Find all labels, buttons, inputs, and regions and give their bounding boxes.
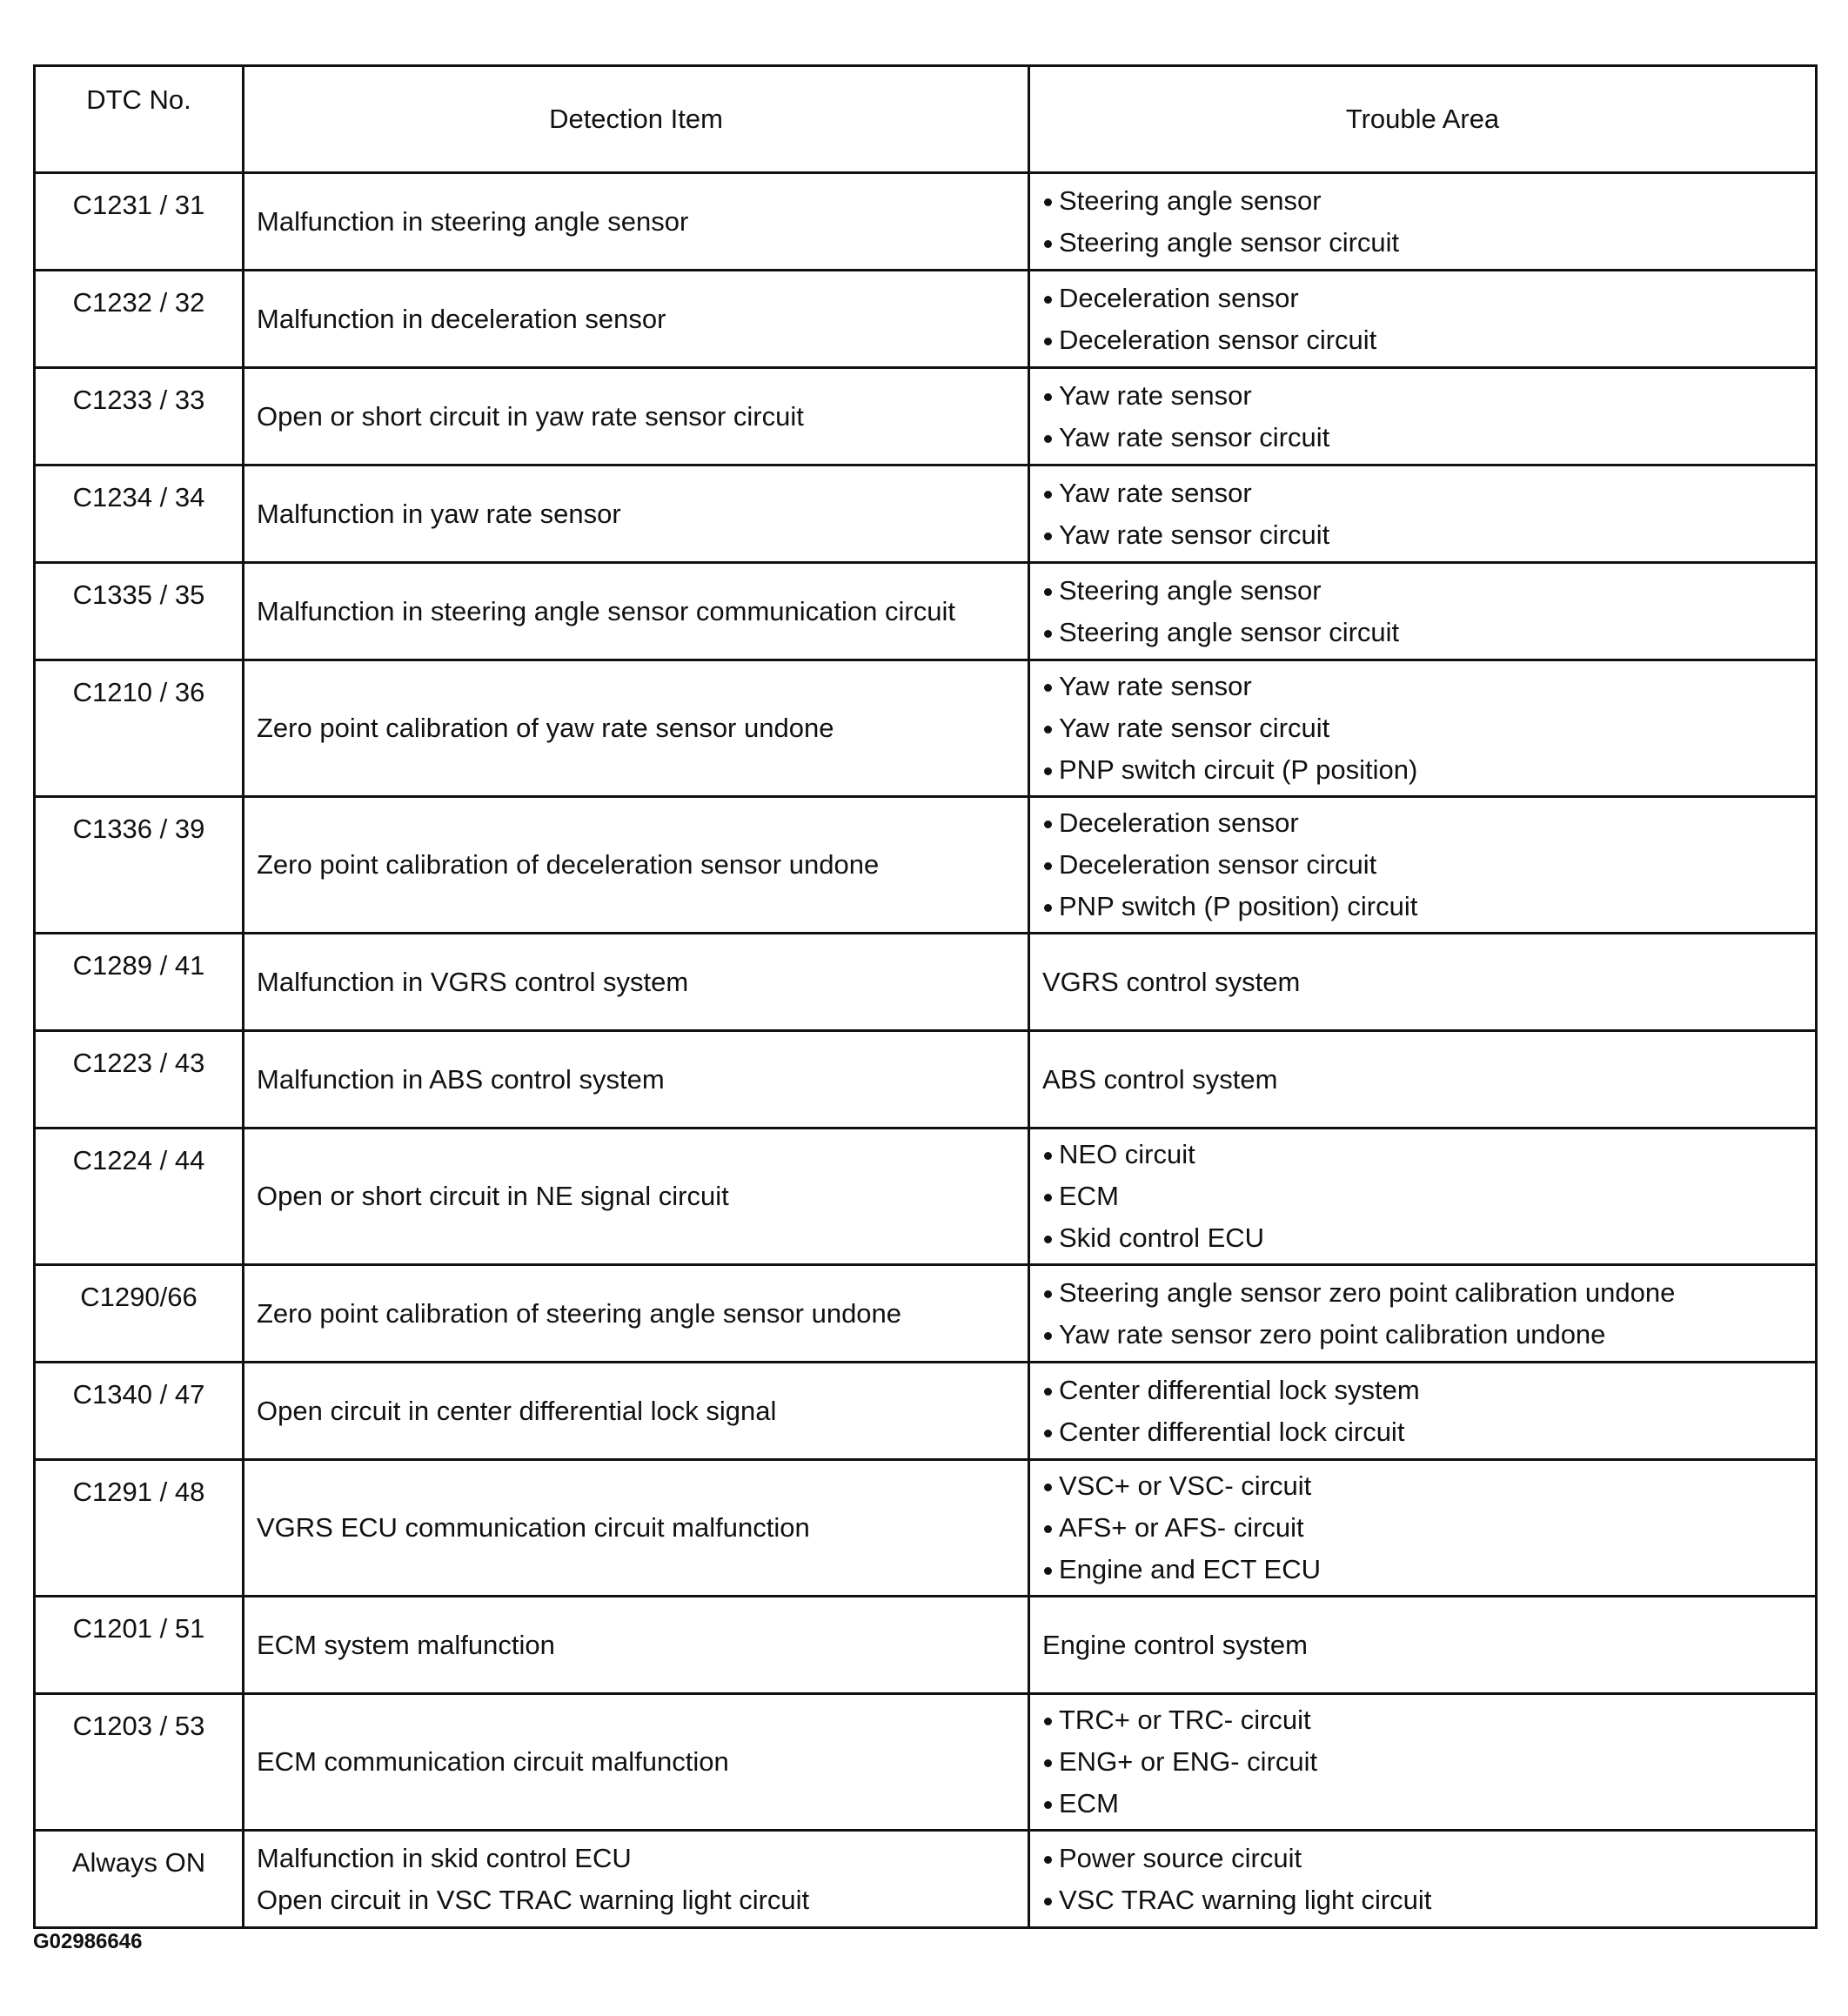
detection-item-text: Open or short circuit in yaw rate sensor circuit — [257, 400, 804, 432]
detection-item-cell — [244, 934, 1029, 1031]
trouble-area-item: Steering angle sensor circuit — [1042, 612, 1806, 653]
detection-item-text: Malfunction in ABS control system — [257, 1063, 665, 1095]
detection-item-cell — [244, 1597, 1029, 1694]
dtc-code-cell: C1233 / 33 — [35, 368, 244, 465]
trouble-area-item: ENG+ or ENG- circuit — [1042, 1741, 1806, 1783]
dtc-code-cell: C1291 / 48 — [35, 1460, 244, 1597]
header-row — [35, 66, 1817, 173]
dtc-code-cell: C1203 / 53 — [35, 1694, 244, 1831]
trouble-area-item: NEO circuit — [1042, 1134, 1806, 1175]
trouble-area-item: Steering angle sensor — [1042, 570, 1806, 612]
trouble-area-list — [1042, 278, 1806, 361]
trouble-area-cell — [1029, 660, 1817, 797]
detection-item-cell — [244, 1831, 1029, 1928]
trouble-area-item: Center differential lock system — [1042, 1370, 1806, 1411]
detection-item-text: ECM system malfunction — [257, 1629, 555, 1660]
table-body — [35, 173, 1817, 1928]
detection-item-cell — [244, 271, 1029, 368]
trouble-area-text: Engine control system — [1042, 1629, 1308, 1660]
table-row — [35, 271, 1817, 368]
dtc-code-cell: C1210 / 36 — [35, 660, 244, 797]
trouble-area-list — [1042, 1465, 1806, 1591]
trouble-area-cell — [1029, 934, 1817, 1031]
detection-item-cell — [244, 465, 1029, 563]
trouble-area-cell — [1029, 1031, 1817, 1129]
table-row — [35, 1597, 1817, 1694]
detection-item-text: Malfunction in VGRS control system — [257, 966, 689, 997]
header-trouble-area: Trouble Area — [1029, 66, 1817, 173]
trouble-area-item: TRC+ or TRC- circuit — [1042, 1699, 1806, 1741]
detection-item-text: Malfunction in yaw rate sensor — [257, 498, 621, 529]
trouble-area-cell — [1029, 368, 1817, 465]
dtc-code-cell: Always ON — [35, 1831, 244, 1928]
table-row — [35, 934, 1817, 1031]
dtc-code-cell: C1290/66 — [35, 1265, 244, 1363]
dtc-code-cell: C1232 / 32 — [35, 271, 244, 368]
trouble-area-list — [1042, 666, 1806, 791]
trouble-area-item: Skid control ECU — [1042, 1217, 1806, 1259]
trouble-area-cell — [1029, 1265, 1817, 1363]
trouble-area-item: Steering angle sensor circuit — [1042, 222, 1806, 264]
detection-item-cell — [244, 1031, 1029, 1129]
trouble-area-item: Deceleration sensor — [1042, 278, 1806, 319]
trouble-area-item: Center differential lock circuit — [1042, 1411, 1806, 1453]
table-row — [35, 1265, 1817, 1363]
trouble-area-item: Deceleration sensor — [1042, 802, 1806, 844]
dtc-code-cell: C1223 / 43 — [35, 1031, 244, 1129]
trouble-area-item: ECM — [1042, 1175, 1806, 1217]
trouble-area-list — [1042, 180, 1806, 264]
dtc-code-cell: C1201 / 51 — [35, 1597, 244, 1694]
trouble-area-list — [1042, 570, 1806, 653]
trouble-area-list — [1042, 802, 1806, 928]
trouble-area-cell — [1029, 1129, 1817, 1265]
detection-item-text: Zero point calibration of deceleration sensor undone — [257, 849, 880, 880]
detection-item-cell — [244, 1460, 1029, 1597]
trouble-area-item: Deceleration sensor circuit — [1042, 844, 1806, 886]
detection-item-text: Open circuit in VSC TRAC warning light circuit — [257, 1884, 810, 1915]
trouble-area-list — [1042, 1272, 1806, 1356]
trouble-area-item: Steering angle sensor zero point calibration undone — [1042, 1272, 1806, 1314]
detection-item-cell — [244, 797, 1029, 934]
trouble-area-item: ECM — [1042, 1783, 1806, 1825]
table-row — [35, 1129, 1817, 1265]
trouble-area-cell — [1029, 271, 1817, 368]
trouble-area-cell — [1029, 173, 1817, 271]
dtc-code-cell: C1234 / 34 — [35, 465, 244, 563]
table-row — [35, 1460, 1817, 1597]
trouble-area-cell — [1029, 1694, 1817, 1831]
trouble-area-cell — [1029, 1460, 1817, 1597]
detection-item-text: Zero point calibration of steering angle sensor undone — [257, 1297, 902, 1329]
table-row — [35, 1031, 1817, 1129]
trouble-area-cell — [1029, 1597, 1817, 1694]
detection-item-text: Open or short circuit in NE signal circuit — [257, 1181, 729, 1211]
trouble-area-item: AFS+ or AFS- circuit — [1042, 1507, 1806, 1549]
trouble-area-item: Yaw rate sensor circuit — [1042, 514, 1806, 556]
table-header — [35, 66, 1817, 173]
trouble-area-item: VSC TRAC warning light circuit — [1042, 1879, 1806, 1921]
detection-item-cell — [244, 660, 1029, 797]
table-row — [35, 1831, 1817, 1928]
table-row — [35, 368, 1817, 465]
detection-item-text: VGRS ECU communication circuit malfunction — [257, 1512, 810, 1543]
trouble-area-cell — [1029, 1363, 1817, 1460]
trouble-area-item: PNP switch (P position) circuit — [1042, 886, 1806, 928]
table-row — [35, 173, 1817, 271]
trouble-area-cell — [1029, 563, 1817, 660]
detection-item-cell — [244, 1265, 1029, 1363]
table-row — [35, 1363, 1817, 1460]
table-row — [35, 563, 1817, 660]
dtc-code-cell: C1335 / 35 — [35, 563, 244, 660]
trouble-area-item: Power source circuit — [1042, 1838, 1806, 1879]
detection-item-cell — [244, 1694, 1029, 1831]
trouble-area-cell — [1029, 1831, 1817, 1928]
trouble-area-item: Yaw rate sensor — [1042, 666, 1806, 707]
dtc-code-cell: C1224 / 44 — [35, 1129, 244, 1265]
table-row — [35, 660, 1817, 797]
trouble-area-list — [1042, 1838, 1806, 1921]
detection-item-text: Malfunction in deceleration sensor — [257, 303, 666, 334]
trouble-area-item: Engine and ECT ECU — [1042, 1549, 1806, 1591]
detection-item-cell — [244, 173, 1029, 271]
trouble-area-text: ABS control system — [1042, 1063, 1278, 1095]
dtc-table — [33, 64, 1818, 1929]
table-row — [35, 797, 1817, 934]
detection-item-text: Open circuit in center differential lock signal — [257, 1395, 777, 1426]
table-row — [35, 1694, 1817, 1831]
detection-item-text: Malfunction in steering angle sensor — [257, 205, 689, 237]
trouble-area-item: Yaw rate sensor circuit — [1042, 707, 1806, 749]
trouble-area-item: VSC+ or VSC- circuit — [1042, 1465, 1806, 1507]
detection-item-cell — [244, 1129, 1029, 1265]
detection-item-cell — [244, 563, 1029, 660]
trouble-area-item: PNP switch circuit (P position) — [1042, 749, 1806, 791]
trouble-area-list — [1042, 375, 1806, 459]
detection-item-text: Malfunction in skid control ECU — [257, 1842, 632, 1873]
detection-item-cell — [244, 1363, 1029, 1460]
trouble-area-cell — [1029, 797, 1817, 934]
detection-item-text: ECM communication circuit malfunction — [257, 1746, 729, 1777]
trouble-area-item: Yaw rate sensor zero point calibration undone — [1042, 1314, 1806, 1356]
figure-id: G02986646 — [33, 1930, 143, 1953]
detection-item-text: Zero point calibration of yaw rate sensor undone — [257, 713, 834, 743]
trouble-area-item: Yaw rate sensor circuit — [1042, 417, 1806, 459]
trouble-area-item: Deceleration sensor circuit — [1042, 319, 1806, 361]
trouble-area-cell — [1029, 465, 1817, 563]
detection-item-cell — [244, 368, 1029, 465]
trouble-area-item: Yaw rate sensor — [1042, 375, 1806, 417]
dtc-code-cell: C1289 / 41 — [35, 934, 244, 1031]
table-row — [35, 465, 1817, 563]
header-dtc-no: DTC No. — [35, 66, 244, 173]
dtc-code-cell: C1336 / 39 — [35, 797, 244, 934]
trouble-area-list — [1042, 1699, 1806, 1825]
dtc-code-cell: C1231 / 31 — [35, 173, 244, 271]
trouble-area-list — [1042, 472, 1806, 556]
trouble-area-item: Steering angle sensor — [1042, 180, 1806, 222]
trouble-area-item: Yaw rate sensor — [1042, 472, 1806, 514]
trouble-area-list — [1042, 1370, 1806, 1453]
detection-item-text: Malfunction in steering angle sensor communication circuit — [257, 595, 955, 626]
header-detection-item: Detection Item — [244, 66, 1029, 173]
trouble-area-text: VGRS control system — [1042, 966, 1301, 997]
dtc-code-cell: C1340 / 47 — [35, 1363, 244, 1460]
trouble-area-list — [1042, 1134, 1806, 1259]
